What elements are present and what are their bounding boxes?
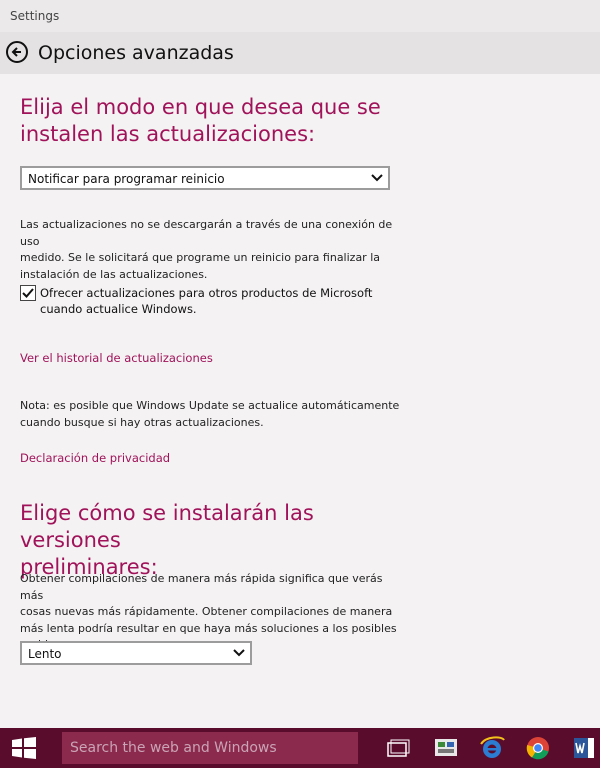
updates-heading: Elija el modo en que desea que se instalen las actualizaciones: <box>20 95 381 146</box>
page-header <box>0 32 600 74</box>
update-mode-value: Notificar para programar reinicio <box>28 172 225 186</box>
back-button[interactable] <box>6 41 28 63</box>
task-view-icon[interactable] <box>384 734 412 762</box>
offer-microsoft-updates-checkbox[interactable] <box>20 285 36 301</box>
offer-microsoft-updates-label[interactable]: Ofrecer actualizaciones para otros productos de Microsoft cuando actualice Windows. <box>40 286 373 316</box>
preview-builds-heading: Elige cómo se instalarán las versiones preliminares: <box>20 501 314 579</box>
search-placeholder: Search the web and Windows <box>70 740 277 756</box>
checkmark-icon <box>21 286 35 300</box>
preview-builds-description: Obtener compilaciones de manera más rápida significa que verás más cosas nuevas más rápidamente. Obtener compilaciones de manera más lenta podría resultar en que haya más soluciones a los posibles <box>20 572 397 635</box>
taskbar <box>0 728 600 768</box>
update-mode-dropdown[interactable] <box>20 166 390 190</box>
preview-speed-dropdown[interactable] <box>20 641 252 665</box>
chevron-down-icon <box>371 174 383 182</box>
back-arrow-icon <box>11 46 23 58</box>
page-title: Opciones avanzadas <box>38 42 234 64</box>
update-history-link[interactable]: Ver el historial de actualizaciones <box>20 351 213 365</box>
taskbar-search-box[interactable] <box>62 732 358 764</box>
chrome-icon[interactable] <box>524 734 552 762</box>
internet-explorer-icon[interactable] <box>478 734 506 762</box>
preview-speed-value: Lento <box>28 647 62 661</box>
update-note: Nota: es posible que Windows Update se actualice automáticamente cuando busque si hay otras actualizaciones. <box>20 399 400 429</box>
chevron-down-icon <box>233 649 245 657</box>
start-button[interactable] <box>10 737 38 759</box>
windows-logo-icon <box>10 737 38 759</box>
privacy-statement-link[interactable]: Declaración de privacidad <box>20 451 171 465</box>
window-titlebar <box>0 0 600 32</box>
store-icon[interactable] <box>432 734 460 762</box>
word-icon[interactable] <box>570 734 598 762</box>
updates-description: Las actualizaciones no se descargarán a través de una conexión de uso medido. Se le solicitará que programe un reinicio para finalizar la instalación de las actualizaciones. <box>20 218 393 281</box>
window-title: Settings <box>10 9 60 23</box>
